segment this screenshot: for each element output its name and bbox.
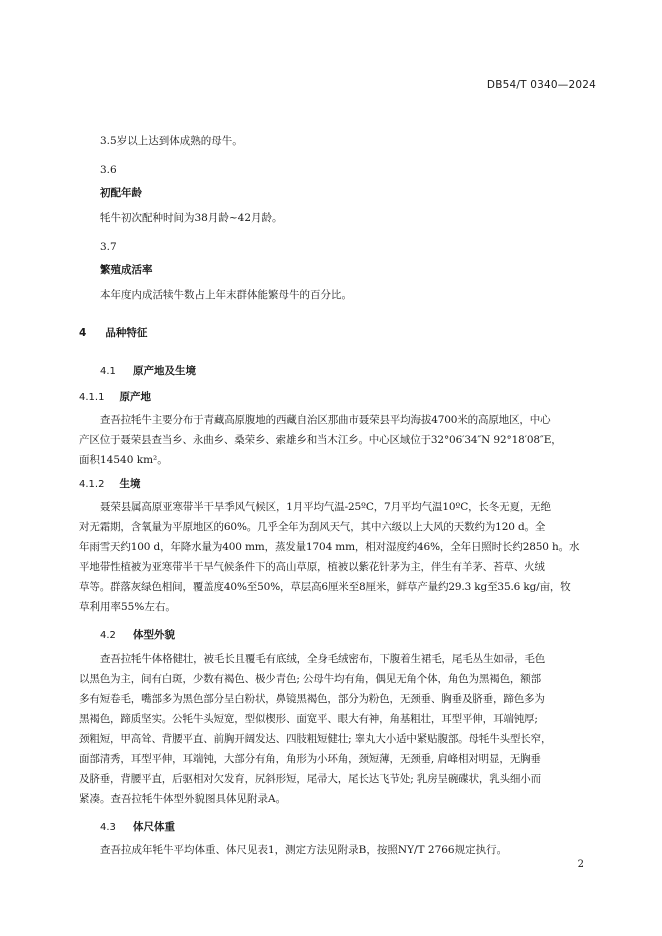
clause-4-1-1-heading [79, 385, 151, 408]
habitat-line-6: 草利用率55%左右。 [79, 601, 176, 613]
clause-4-3-title: 体尺体重 [133, 821, 175, 833]
habitat-line-1: 聂荣县属高原亚寒带半干旱季风气候区，1月平均气温-25ºC，7月平均气温10ºC，长冬无夏，无绝 [100, 501, 551, 513]
clause-4-1-2-number: 4.1.2 [79, 479, 105, 490]
clause-4-2-title: 体型外貌 [133, 629, 175, 641]
clause-3-6-term: 初配年龄 [100, 187, 142, 199]
standard-code: DB54/T 0340—2024 [486, 79, 596, 91]
origin-line-1: 查吾拉牦牛主要分布于青藏高原腹地的西藏自治区那曲市聂荣县平均海拔4700米的高原地区，中心 [100, 414, 551, 426]
clause-4-1-2-title: 生境 [119, 478, 141, 490]
clause-4-1-2-heading [79, 472, 141, 495]
section-4-heading [79, 321, 147, 343]
origin-line-2: 产区位于聂荣县查当乡、永曲乡、桑荣乡、索雄乡和当木江乡。中心区域位于32°06′34″N 92°18′08″E， [79, 434, 562, 446]
clause-3-7-definition: 本年度内成活犊牛数占上年末群体能繁母牛的百分比。 [100, 289, 352, 301]
appearance-line-8: 紧凑。查吾拉牦牛体型外貌图具体见附录A。 [79, 793, 287, 805]
habitat-line-2: 对无霜期，含氧量为平原地区的60%。几乎全年为刮风天气，其中六级以上大风的天数约为120 d。全 [79, 521, 546, 533]
section-4-number: 4 [79, 327, 87, 339]
clause-4-1-title: 原产地及生境 [133, 365, 196, 377]
origin-line-3: 面积14540 km²。 [79, 454, 168, 466]
habitat-line-3: 年雨雪天约100 d，年降水量为400 mm，蒸发量1704 mm，相对湿度约46%，全年日照时长约2850 h。水 [79, 541, 580, 553]
clause-4-1-1-title: 原产地 [119, 391, 152, 403]
clause-4-3-number: 4.3 [100, 822, 116, 833]
clause-4-2-heading [100, 623, 175, 646]
p-3-5-tail: 3.5岁以上达到体成熟的母牛。 [100, 135, 243, 147]
appearance-line-1: 查吾拉牦牛体格健壮，被毛长且覆毛有底绒，全身毛绒密布，下腹着生裙毛，尾毛丛生如帚，毛色 [100, 653, 546, 665]
section-4-title: 品种特征 [105, 327, 148, 339]
habitat-line-4: 平地带性植被为亚寒带半干旱气候条件下的高山草原，植被以紫花针茅为主，伴生有羊茅、苔草、火绒 [79, 561, 545, 573]
appearance-line-3: 多有短卷毛，嘴部多为黑色部分呈白粉状，鼻镜黑褐色，部分为粉色，无颈垂、胸垂及脐垂，蹄色多为 [79, 693, 545, 705]
clause-3-6-number: 3.6 [100, 164, 117, 176]
clause-4-1-1-number: 4.1.1 [79, 392, 105, 403]
clause-4-1-heading [100, 359, 196, 382]
appearance-line-7: 及脐垂，背腰平直，后驱相对欠发育，尻斜形短，尾帚大，尾长达飞节处; 乳房呈碗碟状，乳头细小而 [79, 773, 541, 785]
clause-3-7-number: 3.7 [100, 241, 117, 253]
appearance-line-4: 黑褐色，蹄质坚实。公牦牛头短宽，型似楔形、面宽平、眼大有神，角基粗壮，耳型平伸，耳端钝厚; [79, 713, 538, 725]
clause-3-6-definition: 牦牛初次配种时间为38月龄~42月龄。 [100, 212, 283, 224]
clause-3-7-term: 繁殖成活率 [100, 264, 153, 276]
page-number: 2 [577, 859, 584, 870]
body-measure-text: 查吾拉成年牦牛平均体重、体尺见表1，测定方法见附录B，按照NY/T 2766规定执行。 [100, 844, 508, 856]
appearance-line-6: 面部清秀，耳型平伸，耳端钝，大部分有角，角形为小环角，颈短薄，无颈垂, 肩峰相对明显，无胸垂 [79, 753, 541, 765]
clause-4-3-heading [100, 815, 175, 838]
habitat-line-5: 草等。群落灰绿色相间，覆盖度40%至50%，草层高6厘米至8厘米，鲜草产量约29.3 kg至35.6 kg/亩，牧 [79, 581, 571, 593]
appearance-line-2: 以黑色为主，间有白斑，少数有褐色、极少青色; 公母牛均有角，偶见无角个体，角色为黑褐色，额部 [79, 673, 541, 685]
clause-4-1-number: 4.1 [100, 366, 116, 377]
appearance-line-5: 颈粗短，甲高耸、背腰平直、前胸开阔发达、四肢粗短健壮; 睾丸大小适中紧贴腹部。母牦牛头型长窄， [79, 733, 552, 745]
clause-4-2-number: 4.2 [100, 630, 116, 641]
